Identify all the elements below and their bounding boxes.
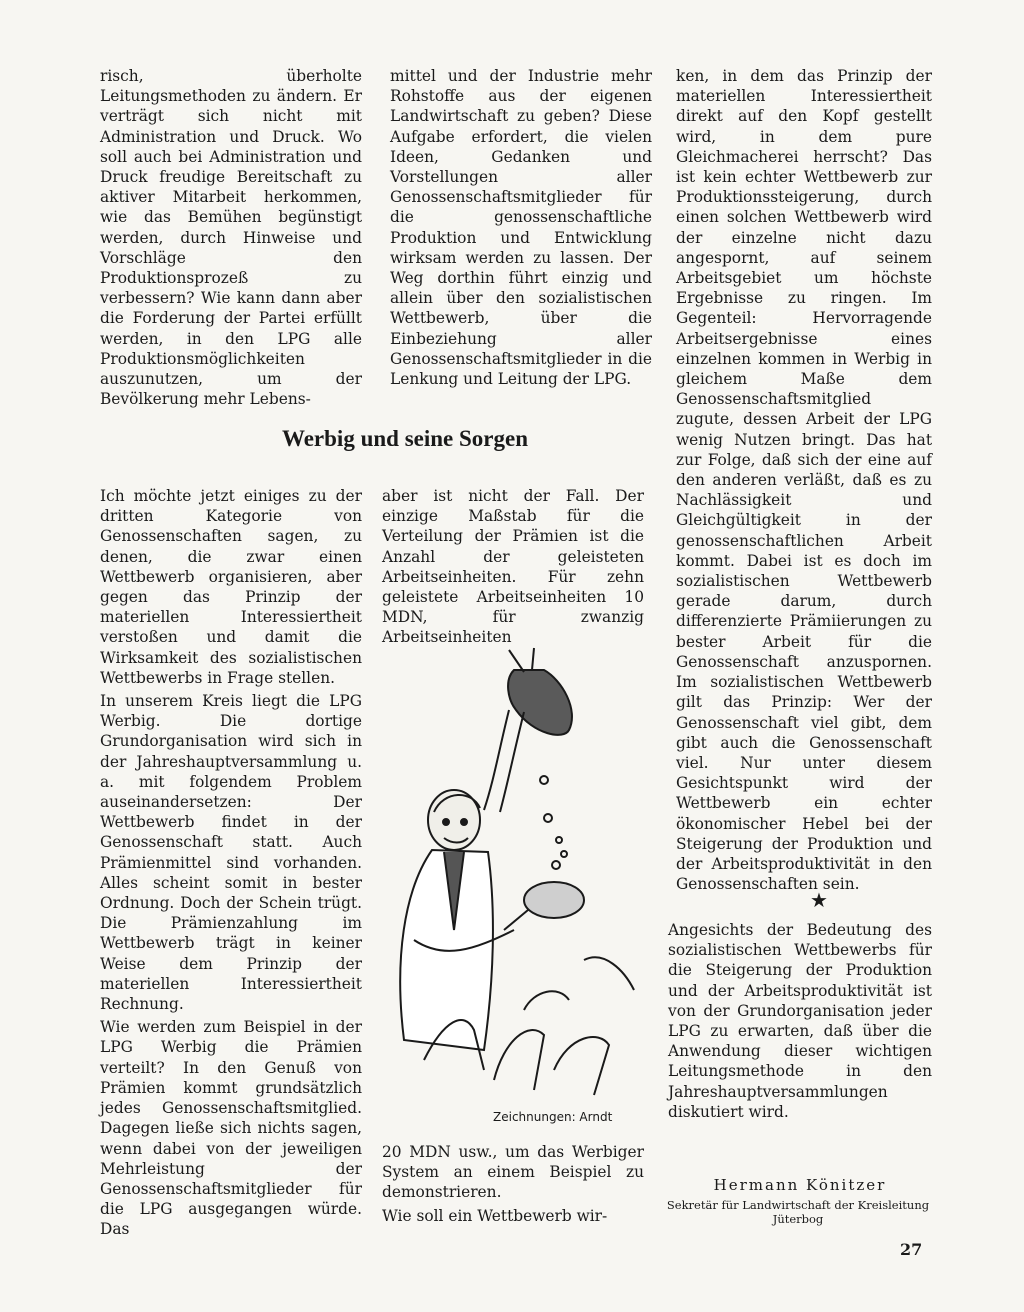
paragraph: In unserem Kreis liegt die LPG Werbig. Die dortige Grundorganisation wird sich in der Jahreshauptversammlung u. a. mit folgendem Problem auseinandersetzen: Der Wettbewerb findet in der Genossenschaft statt. Auch Prämienmittel sind vorhanden. Alles scheint somit in bester Ordnung. Doch der Schein trügt. Die Prämienzahlung im Wettbewerb trägt in keiner Weise dem Prinzip der materiellen Interessiertheit Rechnung. [100, 692, 362, 1014]
paragraph: aber ist nicht der Fall. Der einzige Maßstab für die Verteilung der Prämien ist die Anzahl der geleisteten Arbeitseinheiten. Für zehn geleistete Arbeitseinheiten 10 MDN, für zwanzig Arbeitseinheiten [382, 487, 644, 647]
separator-star-icon: ★ [810, 888, 828, 912]
paragraph: ken, in dem das Prinzip der materiellen Interessiertheit direkt auf den Kopf gestellt wird, in dem pure Gleichmacherei herrscht? Das ist kein echter Wettbewerb zur Produktionssteigerung, durch einen solchen Wettbewerb wird der einzelne nicht dazu angespornt, auf seinem Arbeitsgebiet um höchste Ergebnisse zu ringen. Im Gegenteil: Hervorragende Arbeitsergebnisse eines einzelnen kommen in Werbig in gleichem Maße dem Genossenschaftsmitglied zugute, dessen Arbeit der LPG wenig Nutzen bringt. Das hat zur Folge, daß sich der eine auf den anderen verläßt, daß es zu Nachlässigkeit und Gleichgültigkeit in der genossenschaftlichen Arbeit kommt. Dabei ist es doch im sozialistischen Wettbewerb gerade darum, durch differenzierte Prämiierungen zu bester Arbeit für die Genossenschaft anzuspornen. Im sozialistischen Wettbewerb gilt das Prinzip: Wer der Genossenschaft viel gibt, dem gibt auch die Genossenschaft viel. Nur unter diesem Gesichtspunkt wird der Wettbewerb ein echter ökonomischer Hebel bei der Steigerung der Produktion und der Arbeitsproduktivität in den Genossenschaften sein. [676, 67, 932, 894]
paragraph: risch, überholte Leitungsmethoden zu ändern. Er verträgt sich nicht mit Administration und Druck. Wo soll auch bei Administration und Druck freudige Bereitschaft zu aktiver Mitarbeit herkommen, wie das Bemühen begünstigt werden, durch Hinweise und Vorschläge den Produktionsprozeß zu verbessern? Wie kann dann aber die Forderung der Partei erfüllt werden, in den LPG alle Produktionsmöglichkeiten auszunutzen, um der Bevölkerung mehr Lebens- [100, 67, 362, 409]
section-heading: Werbig und seine Sorgen [281, 426, 528, 451]
author-name: Hermann Könitzer [713, 1176, 887, 1194]
paragraph: mittel und der Industrie mehr Rohstoffe aus der eigenen Landwirtschaft zu geben? Diese Aufgabe erfordert, die vielen Ideen, Gedanken und Vorstellungen aller Genossenschaftsmitglieder für die genossenschaftliche Produktion und Entwicklung wirksam werden zu lassen. Der Weg dorthin führt einzig und allein über den sozialistischen Wettbewerb, über die Einbeziehung aller Genossenschaftsmitglieder in die Lenkung und Leitung der LPG. [390, 67, 652, 389]
text-column-1-bottom [100, 486, 362, 1243]
page-number: 27 [900, 1240, 923, 1259]
paragraph: Angesichts der Bedeutung des sozialistischen Wettbewerbs für die Steigerung der Produktion und der Arbeitsproduktivität ist von der Grundorganisation jeder LPG zu erwarten, daß über die Anwendung dieser wichtigen Leitungsmethode in den Jahreshauptversammlungen diskutiert wird. [668, 921, 932, 1121]
text-column-3-bottom [668, 920, 932, 1125]
cartoon-illustration [384, 640, 644, 1106]
paragraph: 20 MDN usw., um das Werbiger System an einem Beispiel zu demonstrieren. [382, 1143, 644, 1202]
text-column-3 [676, 66, 932, 897]
author-role: Sekretär für Landwirtschaft der Kreisleitung Jüterbog [666, 1198, 930, 1226]
illustration-credit: Zeichnungen: Arndt [493, 1110, 613, 1124]
paragraph: Ich möchte jetzt einiges zu der dritten Kategorie von Genossenschaften sagen, zu denen, die zwar einen Wettbewerb organisieren, aber gegen das Prinzip der materiellen Interessiertheit verstoßen und damit die Wirksamkeit des sozialistischen Wettbewerbs in Frage stellen. [100, 487, 362, 687]
text-column-2-end [382, 1142, 644, 1229]
text-column-2-bottom [382, 486, 644, 651]
paragraph: Wie soll ein Wettbewerb wir- [382, 1206, 608, 1225]
text-column-2-top [390, 66, 652, 392]
text-column-1-top [100, 66, 362, 412]
paragraph: Wie werden zum Beispiel in der LPG Werbig die Prämien verteilt? In den Genuß von Prämien kommt grundsätzlich jedes Genossenschaftsmitglied. Dagegen ließe sich nichts sagen, wenn dabei von der jeweiligen Mehrleistung der Genossenschaftsmitglieder für die LPG ausgegangen würde. Das [100, 1018, 362, 1239]
